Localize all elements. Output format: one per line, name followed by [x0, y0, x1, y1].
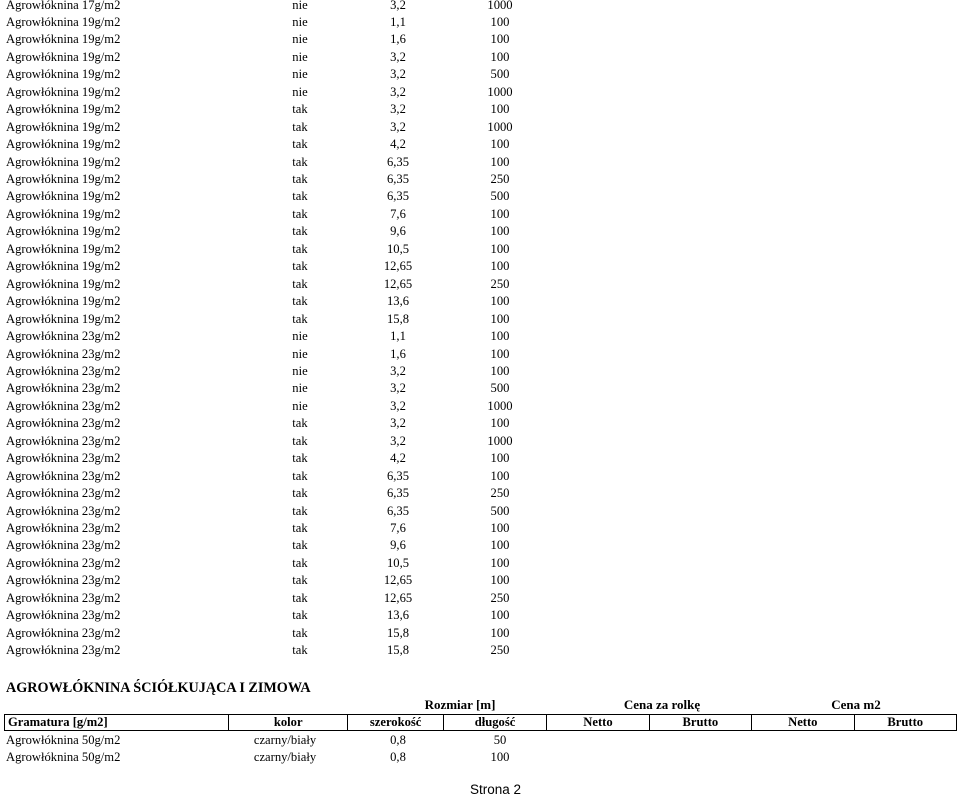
product-name: Agrowłóknina 19g/m2	[6, 294, 121, 309]
width-value: 15,8	[386, 311, 410, 326]
header-roll-netto: Netto	[547, 715, 649, 731]
product-name: Agrowłóknina 19g/m2	[6, 259, 121, 274]
product-name: Agrowłóknina 19g/m2	[6, 137, 121, 152]
section-title: AGROWŁÓKNINA ŚCIÓŁKUJĄCA I ZIMOWA	[6, 680, 311, 696]
length-value: 100	[490, 538, 510, 553]
header-m2-brutto: Brutto	[854, 715, 956, 731]
color-option: tak	[292, 573, 308, 588]
color-option: tak	[292, 503, 308, 518]
length-value: 1000	[487, 433, 513, 448]
width-value: 3,2	[390, 381, 406, 396]
product-name: Agrowłóknina 19g/m2	[6, 119, 121, 134]
table-row	[0, 398, 960, 415]
length-value: 500	[490, 67, 510, 82]
group-header-m2-price: Cena m2	[831, 697, 881, 712]
color-option: tak	[292, 643, 308, 658]
width-value: 10,5	[386, 555, 410, 570]
width-value: 13,6	[386, 608, 410, 623]
color-option: nie	[292, 0, 308, 12]
table-row	[0, 732, 960, 749]
width-value: 15,8	[386, 625, 410, 640]
product-name: Agrowłóknina 19g/m2	[6, 102, 121, 117]
color-option: tak	[292, 276, 308, 291]
length-value: 50	[493, 733, 507, 747]
length-value: 1000	[487, 0, 513, 12]
product-name: Agrowłóknina 23g/m2	[6, 346, 121, 361]
color-option: tak	[292, 590, 308, 605]
color-option: tak	[292, 189, 308, 204]
table-row	[0, 223, 960, 240]
product-name: Agrowłóknina 19g/m2	[6, 49, 121, 64]
color-option: tak	[292, 224, 308, 239]
table-row	[0, 468, 960, 485]
width-value: 3,2	[390, 102, 406, 117]
width-value: 7,6	[390, 521, 406, 535]
group-header-roll-price: Cena za rolkę	[623, 697, 701, 712]
length-value: 100	[490, 521, 510, 535]
length-value: 100	[490, 241, 510, 256]
width-value: 6,35	[386, 154, 410, 169]
table-row	[0, 101, 960, 118]
table-row	[0, 749, 960, 766]
table-row	[0, 537, 960, 554]
color-option: tak	[292, 137, 308, 152]
length-value: 100	[490, 154, 510, 169]
product-name: Agrowłóknina 19g/m2	[6, 189, 121, 204]
product-name: Agrowłóknina 23g/m2	[6, 608, 121, 623]
table-row	[0, 14, 960, 31]
product-name: Agrowłóknina 23g/m2	[6, 573, 121, 588]
header-szerokosc: szerokość	[348, 715, 443, 731]
product-name: Agrowłóknina 19g/m2	[6, 172, 121, 186]
length-value: 1000	[487, 119, 513, 134]
color-option: nie	[292, 14, 308, 29]
width-value: 6,35	[386, 503, 410, 518]
color-option: czarny/biały	[253, 733, 317, 747]
color-option: tak	[292, 206, 308, 221]
color-option: nie	[292, 381, 308, 396]
width-value: 12,65	[383, 573, 413, 588]
width-value: 15,8	[386, 643, 410, 658]
length-value: 100	[490, 137, 510, 152]
color-option: nie	[292, 84, 308, 99]
product-name: Agrowłóknina 23g/m2	[6, 521, 121, 535]
table-row	[0, 206, 960, 223]
table-row	[0, 590, 960, 607]
length-value: 100	[490, 311, 510, 326]
color-option: tak	[292, 486, 308, 501]
length-value: 100	[490, 346, 510, 361]
table-row	[0, 363, 960, 380]
product-name: Agrowłóknina 19g/m2	[6, 84, 121, 99]
table-row	[0, 119, 960, 136]
product-name: Agrowłóknina 23g/m2	[6, 538, 121, 553]
color-option: tak	[292, 311, 308, 326]
color-option: nie	[292, 398, 308, 413]
length-value: 100	[490, 259, 510, 274]
table-row	[0, 625, 960, 642]
width-value: 6,35	[386, 468, 410, 483]
length-value: 100	[490, 468, 510, 483]
table-row	[0, 607, 960, 624]
color-option: nie	[292, 49, 308, 64]
width-value: 3,2	[390, 0, 406, 12]
width-value: 3,2	[390, 67, 406, 82]
color-option: tak	[292, 154, 308, 169]
color-option: tak	[292, 625, 308, 640]
table-row	[0, 276, 960, 293]
length-value: 100	[490, 102, 510, 117]
product-name: Agrowłóknina 19g/m2	[6, 14, 121, 29]
length-value: 250	[490, 276, 510, 291]
width-value: 3,2	[390, 49, 406, 64]
width-value: 0,8	[390, 733, 406, 747]
width-value: 9,6	[390, 224, 406, 239]
length-value: 100	[490, 573, 510, 588]
length-value: 250	[490, 590, 510, 605]
length-value: 100	[490, 32, 510, 47]
width-value: 6,35	[386, 189, 410, 204]
color-option: nie	[292, 32, 308, 47]
length-value: 500	[490, 381, 510, 396]
table-row	[0, 520, 960, 537]
width-value: 1,6	[390, 346, 406, 361]
color-option: nie	[292, 363, 308, 378]
width-value: 6,35	[386, 486, 410, 501]
length-value: 500	[490, 189, 510, 204]
color-option: tak	[292, 172, 308, 186]
length-value: 100	[490, 329, 510, 344]
width-value: 3,2	[390, 84, 406, 99]
color-option: czarny/biały	[253, 750, 317, 765]
table-row	[0, 136, 960, 153]
table-row	[0, 188, 960, 205]
color-option: tak	[292, 416, 308, 431]
color-option: tak	[292, 555, 308, 570]
product-name: Agrowłóknina 23g/m2	[6, 363, 121, 378]
color-option: tak	[292, 468, 308, 483]
table-row	[0, 66, 960, 83]
length-value: 100	[490, 363, 510, 378]
product-name: Agrowłóknina 19g/m2	[6, 311, 121, 326]
table-row	[0, 31, 960, 48]
table-row	[0, 642, 960, 659]
length-value: 1000	[487, 398, 513, 413]
width-value: 1,1	[390, 14, 406, 29]
header-dlugosc: długość	[443, 715, 546, 731]
width-value: 3,2	[390, 398, 406, 413]
table-row	[0, 503, 960, 520]
color-option: tak	[292, 608, 308, 623]
table-row	[0, 171, 960, 188]
table-row	[0, 485, 960, 502]
table-row	[0, 572, 960, 589]
width-value: 12,65	[383, 259, 413, 274]
product-name: Agrowłóknina 19g/m2	[6, 276, 121, 291]
length-value: 100	[490, 750, 510, 765]
product-name: Agrowłóknina 23g/m2	[6, 451, 121, 466]
color-option: tak	[292, 433, 308, 448]
table-row	[0, 49, 960, 66]
header-m2-netto: Netto	[752, 715, 854, 731]
width-value: 1,1	[390, 329, 406, 344]
table-row	[0, 450, 960, 467]
width-value: 4,2	[390, 137, 406, 152]
product-name: Agrowłóknina 50g/m2	[6, 733, 121, 747]
color-option: tak	[292, 538, 308, 553]
table-row	[0, 555, 960, 572]
length-value: 100	[490, 294, 510, 309]
color-option: nie	[292, 67, 308, 82]
length-value: 100	[490, 14, 510, 29]
product-name: Agrowłóknina 23g/m2	[6, 381, 121, 396]
width-value: 3,2	[390, 119, 406, 134]
length-value: 100	[490, 555, 510, 570]
width-value: 7,6	[390, 206, 406, 221]
color-option: tak	[292, 102, 308, 117]
width-value: 9,6	[390, 538, 406, 553]
length-value: 500	[490, 503, 510, 518]
color-option: tak	[292, 521, 308, 535]
table-row	[0, 293, 960, 310]
product-name: Agrowłóknina 23g/m2	[6, 486, 121, 501]
width-value: 3,2	[390, 416, 406, 431]
product-name: Agrowłóknina 23g/m2	[6, 503, 121, 518]
color-option: tak	[292, 259, 308, 274]
product-name: Agrowłóknina 23g/m2	[6, 398, 121, 413]
length-value: 100	[490, 608, 510, 623]
header-gramatura: Gramatura [g/m2]	[5, 715, 229, 731]
width-value: 3,2	[390, 363, 406, 378]
length-value: 1000	[487, 84, 513, 99]
product-name: Agrowłóknina 19g/m2	[6, 32, 121, 47]
column-header-row	[5, 715, 957, 731]
product-name: Agrowłóknina 23g/m2	[6, 329, 121, 344]
table-row	[0, 380, 960, 397]
length-value: 100	[490, 224, 510, 239]
width-value: 1,6	[390, 32, 406, 47]
length-value: 250	[490, 643, 510, 658]
width-value: 0,8	[390, 750, 406, 765]
color-option: tak	[292, 241, 308, 256]
table-row	[0, 154, 960, 171]
length-value: 250	[490, 486, 510, 501]
length-value: 100	[490, 416, 510, 431]
length-value: 100	[490, 49, 510, 64]
table-row	[0, 84, 960, 101]
length-value: 100	[490, 451, 510, 466]
product-name: Agrowłóknina 19g/m2	[6, 67, 121, 82]
page-number: Strona 2	[470, 782, 522, 797]
product-name: Agrowłóknina 19g/m2	[6, 224, 121, 239]
width-value: 10,5	[386, 241, 410, 256]
header-kolor: kolor	[228, 715, 348, 731]
product-name: Agrowłóknina 23g/m2	[6, 468, 121, 483]
color-option: tak	[292, 294, 308, 309]
product-name: Agrowłóknina 19g/m2	[6, 154, 121, 169]
group-header-size: Rozmiar [m]	[424, 697, 496, 712]
product-name: Agrowłóknina 50g/m2	[6, 750, 121, 765]
length-value: 100	[490, 625, 510, 640]
table-row	[0, 258, 960, 275]
product-name: Agrowłóknina 23g/m2	[6, 643, 121, 658]
color-option: tak	[292, 119, 308, 134]
length-value: 250	[490, 172, 510, 186]
width-value: 12,65	[383, 590, 413, 605]
table-row	[0, 241, 960, 258]
product-name: Agrowłóknina 17g/m2	[6, 0, 121, 12]
header-roll-brutto: Brutto	[649, 715, 751, 731]
product-name: Agrowłóknina 23g/m2	[6, 590, 121, 605]
table-row	[0, 311, 960, 328]
width-value: 6,35	[386, 172, 410, 186]
table-row	[0, 415, 960, 432]
width-value: 13,6	[386, 294, 410, 309]
color-option: tak	[292, 451, 308, 466]
width-value: 3,2	[390, 433, 406, 448]
color-option: nie	[292, 329, 308, 344]
product-name: Agrowłóknina 23g/m2	[6, 555, 121, 570]
product-name: Agrowłóknina 23g/m2	[6, 416, 121, 431]
product-name: Agrowłóknina 23g/m2	[6, 625, 121, 640]
color-option: nie	[292, 346, 308, 361]
table-row	[0, 328, 960, 345]
table-row	[0, 433, 960, 450]
table-row	[0, 346, 960, 363]
table-row	[0, 0, 960, 14]
product-name: Agrowłóknina 19g/m2	[6, 206, 121, 221]
length-value: 100	[490, 206, 510, 221]
width-value: 12,65	[383, 276, 413, 291]
column-header-table	[4, 714, 957, 731]
product-name: Agrowłóknina 23g/m2	[6, 433, 121, 448]
product-name: Agrowłóknina 19g/m2	[6, 241, 121, 256]
width-value: 4,2	[390, 451, 406, 466]
